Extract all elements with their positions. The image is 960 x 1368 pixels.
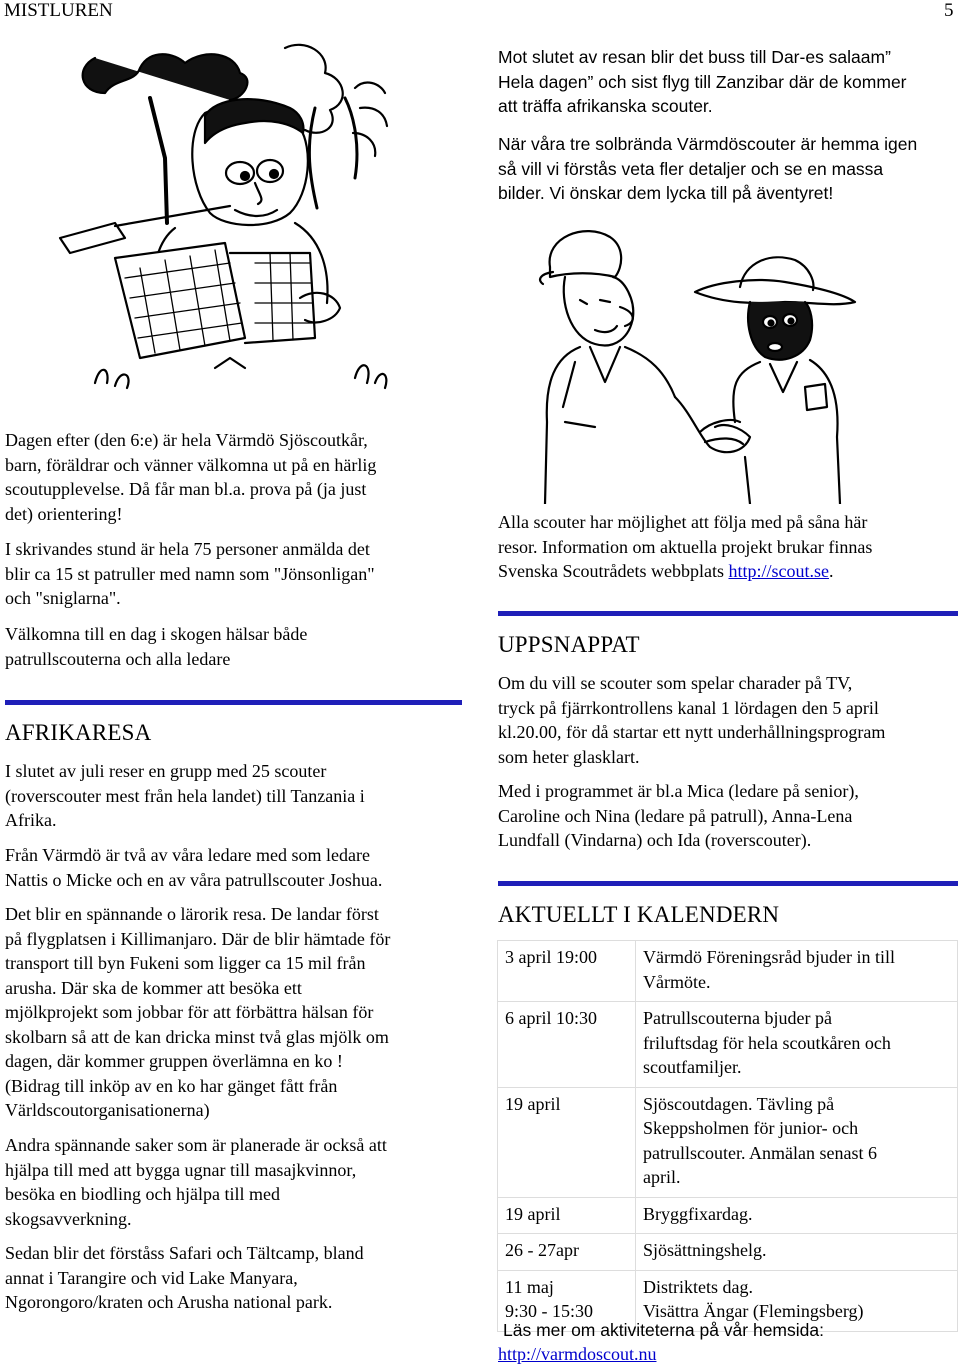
text-line: Värmdö Föreningsråd bjuder in till [643, 947, 895, 967]
text-line: så vill vi förstås veta fler detaljer och se en massa [498, 158, 884, 179]
text-line: Världscoutorganisationerna) [5, 1100, 210, 1120]
text-line: Caroline och Nina (ledare på patrull), Anna-Lena [498, 805, 853, 826]
text-line: scoutfamiljer. [643, 1057, 742, 1077]
text-line: Mot slutet av resan blir det buss till Dar-es salaam” [498, 47, 891, 67]
text-line: patrullscouterna och alla ledare [5, 648, 231, 669]
calendar-event [636, 941, 958, 1002]
text-line: Ngorongoro/kraten och Arusha national park. [5, 1292, 333, 1312]
table-row [498, 1087, 958, 1197]
right-top-paragraph-1 [498, 45, 958, 119]
text-line: annat i Tarangire och vid Lake Manyara, [5, 1267, 298, 1288]
page-number: 5 [944, 0, 954, 21]
text-line: Från Värmdö är två av våra ledare med som ledare [5, 845, 371, 865]
text-line: skolbarn så att de kan dricka minst två glas mjölk om [5, 1026, 389, 1047]
text-line: Hela dagen” och sist flyg till Zanzibar där de kommer [498, 71, 907, 92]
uppsnappat-heading: UPPSNAPPAT [498, 632, 640, 657]
text-line: Andra spännande saker som är planerade är också att [5, 1135, 387, 1155]
calendar-date [498, 1087, 636, 1197]
text-line: skogsavverkning. [5, 1208, 132, 1229]
text-line: I skrivandes stund är hela 75 personer anmälda det [5, 539, 370, 559]
text-line: Sedan blir det förståss Safari och Tältcamp, bland [5, 1243, 364, 1263]
text-line: scoutupplevelse. Då får man bl.a. prova på (ja just [5, 479, 367, 499]
text-line: Distriktets dag. [643, 1276, 753, 1297]
text-line: I slutet av juli reser en grupp med 25 scouter [5, 761, 327, 781]
calendar-table [497, 940, 958, 1332]
intro-paragraph-1 [5, 428, 465, 526]
text-line: mjölkprojekt som jobbar för att förbättra hälsan för [5, 1002, 374, 1022]
text-line: Bryggfixardag. [643, 1203, 753, 1224]
text-line: Dagen efter (den 6:e) är hela Värmdö Sjöscoutkår, [5, 430, 368, 450]
afrikaresa-heading: AFRIKARESA [5, 720, 152, 745]
scout-info-paragraph [498, 510, 958, 584]
text-line: (roverscouter mest från hela landet) till Tanzania i [5, 785, 365, 806]
text-line: på flygplatsen i Killimanjaro. Där de blir hämtade för [5, 928, 391, 949]
text-line: Sjösättningshelg. [643, 1240, 767, 1260]
text-line: resor. Information om aktuella projekt brukar finnas [498, 536, 873, 557]
table-row [498, 1197, 958, 1234]
text-line: det) orientering! [5, 503, 123, 524]
text-line: 19 april [505, 1203, 561, 1224]
text-line: 6 april 10:30 [505, 1008, 597, 1028]
text-line: blir ca 15 st patruller med namn som "Jönsonligan" [5, 563, 375, 584]
calendar-date [498, 1002, 636, 1088]
text-fragment: Svenska Scoutrådets webbplats [498, 561, 729, 581]
text-line: Visättra Ängar (Flemingsberg) [643, 1301, 864, 1321]
newsletter-title: MISTLUREN [4, 0, 113, 21]
text-line: att träffa afrikanska scouter. [498, 96, 713, 116]
uppsnappat-paragraph-2 [498, 779, 958, 853]
intro-paragraph-3 [5, 622, 465, 671]
calendar-event [636, 1087, 958, 1197]
section-divider [5, 700, 462, 705]
text-line: Det blir en spännande o lärorik resa. De landar först [5, 904, 379, 924]
scout-se-link[interactable]: http://scout.se [728, 561, 829, 581]
text-line: friluftsdag för hela scoutkåren och [643, 1032, 891, 1053]
text-line: Om du vill se scouter som spelar charader på TV, [498, 673, 853, 693]
text-line: 9:30 - 15:30 [505, 1301, 593, 1321]
intro-paragraph-2 [5, 537, 465, 611]
text-line: och "sniglarna". [5, 588, 121, 608]
calendar-date [498, 1234, 636, 1271]
text-line: 19 april [505, 1093, 561, 1114]
table-row [498, 1234, 958, 1271]
text-line: Afrika. [5, 810, 57, 830]
text-fragment: . [828, 561, 834, 581]
text-line: Skeppsholmen för junior- och [643, 1118, 859, 1138]
text-line: kl.20.00, för då startar ett nytt underhållningsprogram [498, 722, 886, 742]
afrikaresa-paragraph-4 [5, 1133, 465, 1231]
text-line: patrullscouter. Anmälan senast 6 [643, 1142, 877, 1163]
calendar-date [498, 941, 636, 1002]
right-top-paragraph-2 [498, 132, 958, 206]
calendar-event [636, 1002, 958, 1088]
kalender-heading: AKTUELLT I KALENDERN [498, 902, 780, 927]
afrikaresa-paragraph-2 [5, 843, 465, 892]
text-line: Vårmöte. [643, 971, 711, 992]
text-line: (Bidrag till inköp av en ko har gänget fått från [5, 1075, 338, 1096]
text-line: 11 maj [505, 1276, 554, 1297]
calendar-event [636, 1234, 958, 1271]
section-divider [498, 881, 958, 886]
text-line: 26 - 27apr [505, 1240, 579, 1260]
scouts-handshake-illustration [525, 222, 865, 504]
text-line: bilder. Vi önskar dem lycka till på äventyret! [498, 183, 834, 203]
text-line: dagen, där kommer gruppen överlämna en ko ! [5, 1051, 343, 1071]
text-line: Nattis o Micke och en av våra patrullscouter Joshua. [5, 869, 383, 890]
text-line [498, 559, 958, 584]
calendar-footer-text: Läs mer om aktiviteterna på vår hemsida: [503, 1320, 824, 1340]
text-line: När våra tre solbrända Värmdöscouter är hemma igen [498, 134, 918, 154]
calendar-event [636, 1197, 958, 1234]
text-line: Sjöscoutdagen. Tävling på [643, 1093, 835, 1114]
afrikaresa-paragraph-5 [5, 1241, 465, 1315]
text-line: transport till byn Fukeni som ligger ca 15 mil från [5, 953, 366, 973]
text-line: Med i programmet är bl.a Mica (ledare på senior), [498, 781, 859, 801]
text-line: hjälpa till med att bygga ugnar till masajkvinnor, [5, 1159, 357, 1180]
text-line: som heter glasklart. [498, 746, 640, 767]
text-line: arusha. Där ska de kommer att besöka ett [5, 977, 302, 998]
afrikaresa-paragraph-3 [5, 902, 465, 1123]
section-divider [498, 611, 958, 616]
scout-map-illustration [55, 38, 395, 393]
uppsnappat-paragraph-1 [498, 671, 958, 769]
text-line: barn, föräldrar och vänner välkomna ut på en härlig [5, 454, 377, 475]
table-row [498, 1002, 958, 1088]
text-line: Lundfall (Vindarna) och Ida (roverscouter). [498, 830, 812, 850]
text-line: Välkomna till en dag i skogen hälsar både [5, 624, 308, 644]
text-line: Alla scouter har möjlighet att följa med på såna här [498, 512, 868, 532]
text-line: tryck på fjärrkontrollens kanal 1 lördagen den 5 april [498, 697, 879, 718]
text-line: april. [643, 1167, 681, 1187]
text-line: 3 april 19:00 [505, 947, 597, 967]
text-line: Patrullscouterna bjuder på [643, 1008, 832, 1028]
table-row [498, 941, 958, 1002]
calendar-date [498, 1197, 636, 1234]
varmdoscout-link[interactable]: http://varmdoscout.nu [498, 1344, 657, 1364]
text-line: besöka en biodling och hjälpa till med [5, 1184, 280, 1204]
afrikaresa-paragraph-1 [5, 759, 465, 833]
